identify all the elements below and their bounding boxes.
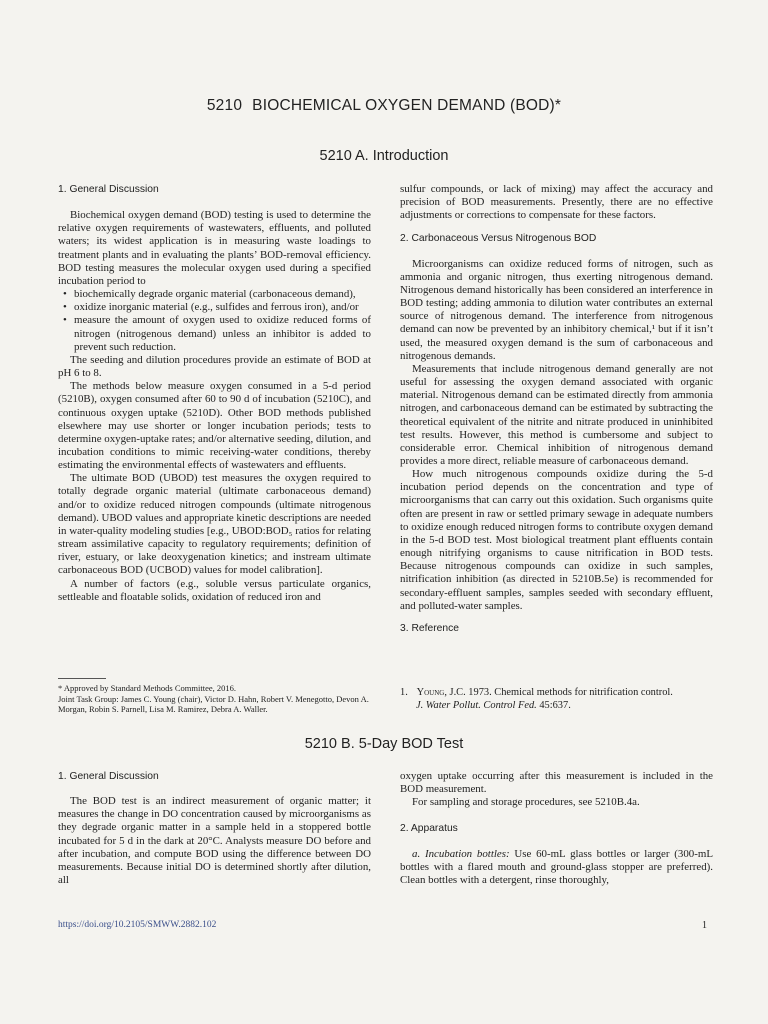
section-b-paragraph: The BOD test is an indirect measurement of organic matter; it measures the change in DO concentration caused by microorganisms as they degrade organic matter in a sample held in a stoppered bottle incubated for 5 d in the dark at 20°C. Analysts measure DO before and after incubation, and compute BOD using the difference between DO measurements. Because initial DO is determined shortly after dilution, all xyxy=(58,795,371,887)
footnote xyxy=(58,683,378,715)
reference-number: 1. xyxy=(400,687,408,698)
section-a-paragraph: sulfur compounds, or lack of mixing) may affect the accuracy and precision of BOD measurements. Presently, there are no effective adjustments or corrections to compensate for these factors. xyxy=(400,183,713,222)
bullet-item: • measure the amount of oxygen used to oxidize reduced forms of nitrogen (nitrogenous demand) unless an inhibitor is added to prevent such reduction. xyxy=(58,314,371,353)
section-a-paragraph: Biochemical oxygen demand (BOD) testing is used to determine the relative oxygen requirements of wastewaters, effluents, and polluted waters; its widest application is in measuring waste loadings to treatment plants and in evaluating the plants’ BOD-removal efficiency. BOD testing measures the molecular oxygen used during a specified incubation period to xyxy=(58,209,371,287)
section-a-paragraph: How much nitrogenous compounds oxidize during the 5-d incubation period depends on the concentration and type of microorganisms that can carry out this oxidation. Such organisms quite often are present in raw or settled primary sewage in adequate numbers to oxidize enough reduced nitrogen forms to contribute oxygen demand in the 5-d BOD test. Most biological treatment plant effluents contain enough nitrifying organisms to cause nitrification in BOD tests. Because nitrogenous compounds can oxidize in such samples, nitrification inhibition (as directed in 5210B.5e) is recommended for secondary-effluent samples, samples seeded with secondary effluent, and polluted-water samples. xyxy=(400,468,713,612)
section-b-heading-apparatus: 2. Apparatus xyxy=(400,823,458,835)
section-a-paragraph: A number of factors (e.g., soluble versus particulate organics, settleable and floatable solids, oxidation of reduced iron and xyxy=(58,577,371,603)
section-a-paragraph: The seeding and dilution procedures provide an estimate of BOD at pH 6 to 8. xyxy=(58,353,371,380)
method-title: BIOCHEMICAL OXYGEN DEMAND (BOD)* xyxy=(252,97,562,114)
reference-volume: 45:637. xyxy=(536,700,571,711)
reference-journal: J. Water Pollut. Control Fed. xyxy=(416,700,537,711)
reference-item xyxy=(400,686,713,712)
section-a-heading-general-discussion: 1. General Discussion xyxy=(58,184,159,195)
page-number: 1 xyxy=(702,920,707,931)
footnote-task-group: Joint Task Group: James C. Young (chair), Victor D. Hahn, Robert V. Menegotto, Devon A. Morgan, Robin S. Parnell, Lisa M. Ramirez, Debra A. Waller. xyxy=(58,693,369,715)
incubation-bottles-text: Use 60-mL glass bottles or larger (300-mL bottles with a flared mouth and ground-glass stopper are preferred). Clean bottles with a detergent, rinse thoroughly, xyxy=(400,847,713,886)
section-b-heading-general-discussion: 1. General Discussion xyxy=(58,771,159,782)
reference-author: Young xyxy=(416,687,445,698)
doi-link[interactable]: https://doi.org/10.2105/SMWW.2882.102 xyxy=(58,920,217,930)
bullet-item: • biochemically degrade organic material (carbonaceous demand), xyxy=(58,288,371,301)
section-a-title: 5210 A. Introduction xyxy=(319,148,449,164)
reference-text: , J.C. 1973. Chemical methods for nitrification control. xyxy=(444,687,673,698)
section-b-paragraph: For sampling and storage procedures, see 5210B.4a. xyxy=(412,796,640,809)
section-b-title: 5210 B. 5-Day BOD Test xyxy=(304,736,464,752)
section-a-heading-carbonaceous: 2. Carbonaceous Versus Nitrogenous BOD xyxy=(400,233,597,245)
page-title xyxy=(0,97,768,115)
section-a-paragraph: Measurements that include nitrogenous demand generally are not useful for assessing the oxygen demand associated with organic material. Nitrogenous demand can be estimated directly from ammonia nitrogen, and carbonaceous demand can be estimated by subtracting the theoretical equivalent of the nitrite and nitrate produced in uninhibited test results. However, this method is cumbersome and subject to considerable error. Chemical inhibition of nitrogenous demand provides a more direct, reliable measure of carbonaceous demand. xyxy=(400,362,713,467)
bullet-item: • oxidize inorganic material (e.g., sulfides and ferrous iron), and/or xyxy=(58,301,371,314)
section-b-right-column xyxy=(400,770,713,887)
footnote-divider xyxy=(58,678,106,679)
section-a-heading-reference: 3. Reference xyxy=(400,622,459,634)
section-a-paragraph: The ultimate BOD (UBOD) test measures the oxygen required to totally degrade organic material (ultimate carbonaceous demand) and/or to oxidize reduced nitrogen compounds (ultimate nitrogenous demand). UBOD values and appropriate kinetic descriptions are needed in water-quality modeling studies [e.g., UBOD:BOD₅ ratios for relating stream assimilative capacity to regulatory requirements; definition of river, estuary, or lake deoxygenation kinetics; and instream ultimate carbonaceous BOD (UCBOD) values for model calibration]. xyxy=(58,472,371,577)
section-a-paragraph: Microorganisms can oxidize reduced forms of nitrogen, such as ammonia and organic nitrogen, thus exerting nitrogenous demand. Nitrogenous demand historically has been considered an interference in BOD testing; adding ammonia to dilution water contributes an external source of nitrogenous demand. The interference from nitrogenous demand can now be prevented by an inhibitory chemical,¹ but if it isn’t used, the measured oxygen demand is the sum of carbonaceous and nitrogenous demands. xyxy=(400,257,713,362)
footnote-approval: * Approved by Standard Methods Committee, 2016. xyxy=(58,683,237,693)
section-b-paragraph xyxy=(400,848,713,887)
bullet-list xyxy=(58,288,371,354)
section-b-paragraph: oxygen uptake occurring after this measurement is included in the BOD measurement. xyxy=(400,770,713,796)
method-number: 5210 xyxy=(206,97,243,114)
section-a-left-column xyxy=(58,183,371,604)
section-a-paragraph: The methods below measure oxygen consumed in a 5-d period (5210B), oxygen consumed after 60 to 90 d of incubation (5210C), and continuous oxygen uptake (5210D). Other BOD methods published elsewhere may use shorter or longer incubation periods; tests to determine oxygen-uptake rates; and/or alternative seeding, dilution, and incubation conditions to mimic receiving-water conditions, thereby estimating the environmental effects of wastewaters and effluents. xyxy=(58,380,371,472)
incubation-bottles-label: a. Incubation bottles: xyxy=(412,847,510,860)
section-a-right-column xyxy=(400,183,713,635)
section-b-left-column xyxy=(58,770,371,887)
